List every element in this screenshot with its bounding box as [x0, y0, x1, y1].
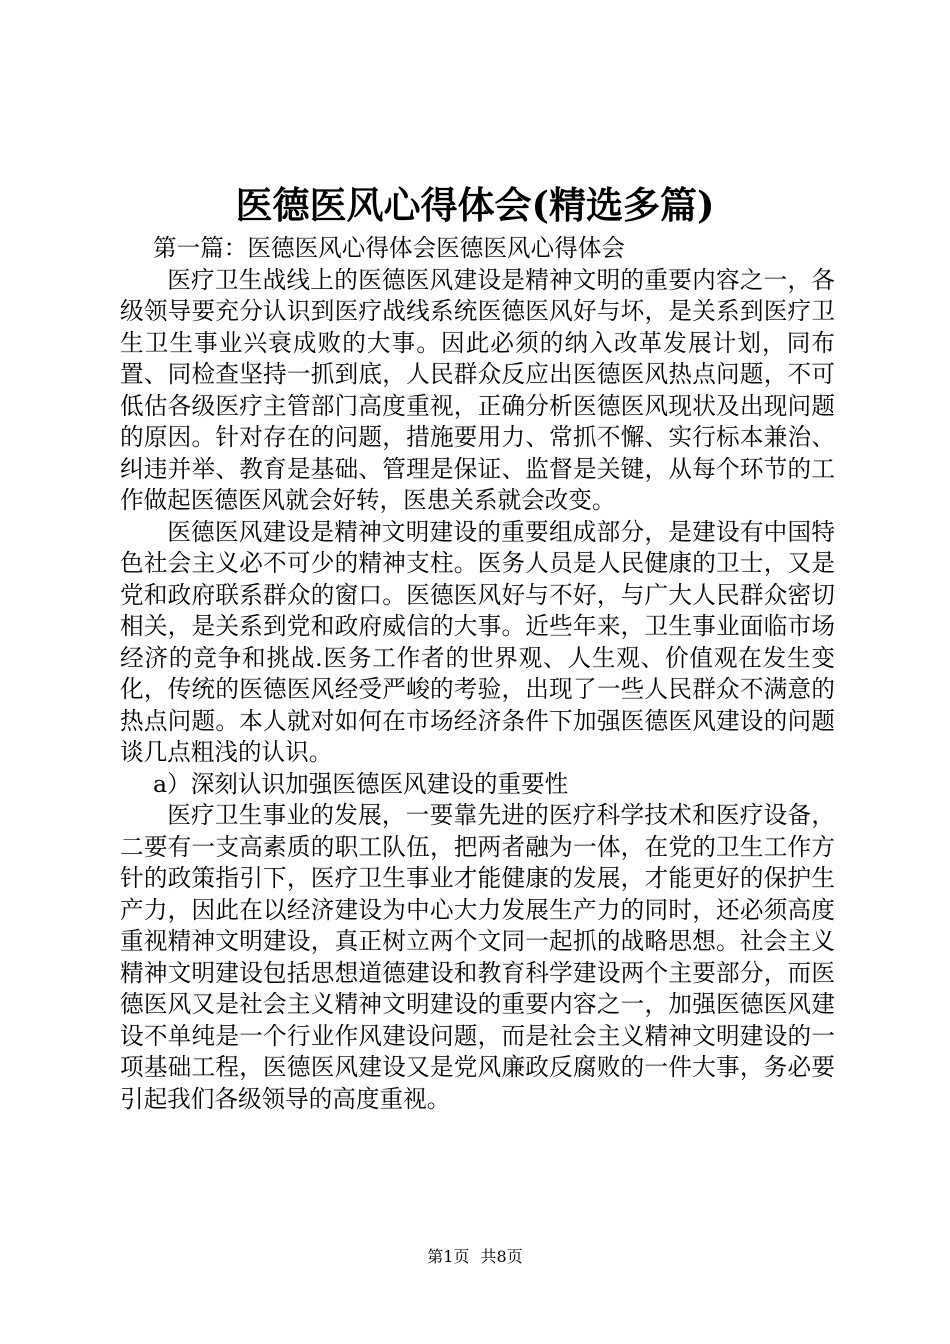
- document-body: [120, 233, 835, 1115]
- subsection-heading-a: a）深刻认识加强医德医风建设的重要性: [153, 769, 569, 798]
- paragraph-2: 医德医风建设是精神文明建设的重要组成部分，是建设有中国特色社会主义必不可少的精神支柱。医务人员是人民健康的卫士，又是党和政府联系群众的窗口。医德医风好与不好，与广大人民群众密切相关，是关系到党和政府威信的大事。近些年来，卫生事业面临市场经济的竞争和挑战.医务工作者的世界观、人生观、价值观在发生变化，传统的医德医风经受严峻的考验，出现了一些人民群众不满意的热点问题。本人就对如何在市场经济条件下加强医德医风建设的问题谈几点粗浅的认识。: [120, 517, 835, 766]
- page-number: 第1页: [427, 1247, 470, 1266]
- paragraph-1: 医疗卫生战线上的医德医风建设是精神文明的重要内容之一，各级领导要充分认识到医疗战线系统医德医风好与坏，是关系到医疗卫生卫生事业兴衰成败的大事。因此必须的纳入改革发展计划，同布置、同检查坚持一抓到底，人民群众反应出医德医风热点问题，不可低估各级医疗主管部门高度重视，正确分析医德医风现状及出现问题的原因。针对存在的问题，措施要用力、常抓不懈、实行标本兼治、纠违并举、教育是基础、管理是保证、监督是关键，从每个环节的工作做起医德医风就会好转，医患关系就会改变。: [120, 265, 835, 514]
- document-title: 医德医风心得体会(精选多篇): [235, 183, 715, 227]
- section-heading-1: 第一篇：医德医风心得体会医德医风心得体会: [153, 234, 625, 262]
- page-total: 共8页: [480, 1247, 523, 1266]
- paragraph-3: 医疗卫生事业的发展，一要靠先进的医疗科学技术和医疗设备，二要有一支高素质的职工队伍，把两者融为一体，在党的卫生工作方针的政策指引下，医疗卫生事业才能健康的发展，才能更好的保护生产力，因此在以经济建设为中心大力发展生产力的同时，还必须高度重视精神文明建设，真正树立两个文同一起抓的战略思想。社会主义精神文明建设包括思想道德建设和教育科学建设两个主要部分，而医德医风又是社会主义精神文明建设的重要内容之一，加强医德医风建设不单纯是一个行业作风建设问题，而是社会主义精神文明建设的一项基础工程，医德医风建设又是党风廉政反腐败的一件大事，务必要引起我们各级领导的高度重视。: [120, 801, 835, 1113]
- page-footer: [0, 1244, 950, 1267]
